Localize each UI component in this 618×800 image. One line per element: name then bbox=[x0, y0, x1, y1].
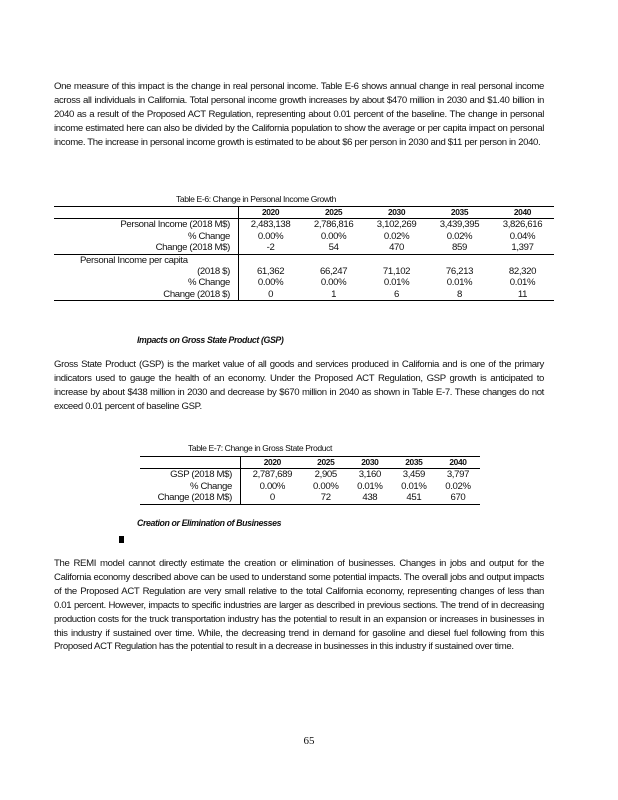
table-e7-year-2030: 2030 bbox=[348, 457, 392, 469]
table-e6 bbox=[54, 206, 554, 301]
table-cell: 0.02% bbox=[445, 480, 471, 492]
table-cell: 66,247 bbox=[319, 266, 348, 278]
table-cell: 76,213 bbox=[445, 266, 474, 278]
table-cell: 2,787,689 bbox=[241, 469, 304, 481]
table-cell: 0.01% bbox=[446, 277, 473, 289]
table-cell: 0.00% bbox=[320, 277, 347, 289]
table-cell: 0 bbox=[241, 492, 304, 504]
table-row bbox=[54, 289, 554, 301]
paragraph-gsp: Gross State Product (GSP) is the market value of all goods and services produced in California and is one of the primary indicators used to gauge the health of an economy. Under the Proposed ACT Regulation, GSP growth is anticipated to increase by about $438 million in 2030 and decrease by $670 million in 2040 as shown in Table E-7. These changes do not exceed 0.01 percent of baseline GSP. bbox=[54, 359, 544, 412]
table-cell: 0 bbox=[239, 289, 303, 301]
table-e7-year-2035: 2035 bbox=[392, 457, 436, 469]
row-label: GSP (2018 M$) bbox=[170, 469, 232, 481]
table-cell: 0.00% bbox=[241, 481, 304, 492]
table-e6-year-2035: 2035 bbox=[428, 207, 491, 219]
table-e7-year-2025: 2025 bbox=[304, 457, 348, 469]
row-label: Change (2018 $) bbox=[54, 289, 239, 301]
table-e6-header-row bbox=[54, 207, 554, 219]
table-cell: 1,397 bbox=[491, 242, 554, 254]
table-cell: 8 bbox=[428, 289, 491, 301]
table-cell: 3,160 bbox=[358, 469, 381, 481]
heading-gsp: Impacts on Gross State Product (GSP) bbox=[137, 335, 284, 345]
table-e6-year-2030: 2030 bbox=[365, 207, 428, 219]
table-row bbox=[140, 469, 480, 481]
table-cell: 0.00% bbox=[320, 230, 347, 242]
page-number: 65 bbox=[303, 735, 315, 747]
table-cell: 0.00% bbox=[239, 231, 303, 242]
table-cell: 0.02% bbox=[383, 230, 410, 242]
table-cell: 82,320 bbox=[508, 266, 537, 278]
table-row bbox=[54, 266, 554, 277]
table-cell: 71,102 bbox=[382, 266, 411, 278]
table-cell: 72 bbox=[304, 492, 348, 504]
bullet-marker bbox=[119, 536, 124, 543]
table-row bbox=[54, 277, 554, 288]
table-cell: 3,826,616 bbox=[502, 219, 543, 231]
table-e6-year-2025: 2025 bbox=[302, 207, 365, 219]
table-e7-year-2020: 2020 bbox=[241, 457, 304, 469]
table-cell: 3,439,395 bbox=[439, 219, 480, 231]
table-cell: 0.00% bbox=[313, 480, 339, 492]
table-e7-caption: Table E-7: Change in Gross State Product bbox=[188, 443, 333, 453]
table-cell: 3,459 bbox=[402, 469, 425, 481]
table-cell: 451 bbox=[392, 492, 436, 504]
table-cell: 3,797 bbox=[446, 469, 470, 481]
table-cell: 670 bbox=[436, 492, 480, 504]
table-e7-year-2040: 2040 bbox=[436, 457, 480, 469]
table-cell: 0.02% bbox=[446, 230, 473, 242]
table-cell: 3,102,269 bbox=[376, 219, 417, 231]
table-e6-caption: Table E-6: Change in Personal Income Growth bbox=[176, 194, 337, 204]
table-row bbox=[54, 242, 554, 254]
paragraph-business: The REMI model cannot directly estimate the creation or elimination of businesses. Changes in jobs and output for the California economy described above can be used to understand some potential impacts. The overall jobs and output impacts of the Proposed ACT Regulation are very small relative to the total California economy, representing changes of less than 0.01 percent. However, impacts to specific industries are larger as described in previous sections. The trend of in decreasing production costs for the truck transportation industry has the potential to result in an expansion or increases in businesses in this industry if sustained over time. While, the decreasing trend in demand for gasoline and diesel fuel following from this Proposed ACT Regulation has the potential to result in a decrease in businesses in this industry if sustained over time. bbox=[54, 558, 544, 653]
row-label: Personal Income per capita bbox=[80, 254, 188, 266]
row-label: % Change bbox=[189, 480, 232, 492]
table-e7-header-row bbox=[140, 457, 480, 469]
heading-business: Creation or Elimination of Businesses bbox=[137, 518, 282, 528]
table-cell: 0.01% bbox=[509, 277, 536, 289]
table-cell: 6 bbox=[365, 289, 428, 301]
table-e7 bbox=[140, 456, 480, 505]
table-cell: 2,905 bbox=[314, 469, 337, 481]
paragraph-personal-income: One measure of this impact is the change in real personal income. Table E-6 shows annual change in real personal income across all individuals in California. Total personal income growth increases by about $470 million in 2030 and $1.40 billion in 2040 as a result of the Proposed ACT Regulation, representing about 0.01 percent of the baseline. The change in personal income estimated here can also be divided by the California population to show the average or per capita impact on personal income. The increase in personal income growth is estimated to be about $6 per person in 2030 and $11 per person in 2040. bbox=[54, 81, 544, 148]
table-row bbox=[140, 481, 480, 492]
table-cell: 1 bbox=[302, 289, 365, 301]
table-cell: 0.01% bbox=[383, 277, 410, 289]
table-cell: 0.01% bbox=[401, 480, 427, 492]
row-label: % Change bbox=[187, 277, 230, 289]
table-cell: 2,786,816 bbox=[313, 219, 354, 231]
table-cell: 11 bbox=[491, 289, 554, 301]
row-label: Change (2018 M$) bbox=[54, 242, 239, 254]
row-label: Personal Income (2018 M$) bbox=[120, 219, 230, 231]
table-cell: 2,483,138 bbox=[239, 219, 303, 231]
table-cell: -2 bbox=[239, 242, 303, 254]
table-cell: 470 bbox=[365, 242, 428, 254]
table-cell: 0.04% bbox=[509, 230, 536, 242]
table-e6-year-2020: 2020 bbox=[239, 207, 303, 219]
row-label: % Change bbox=[187, 230, 230, 242]
table-cell: 54 bbox=[302, 242, 365, 254]
table-cell: 61,362 bbox=[239, 266, 303, 277]
table-row bbox=[54, 254, 554, 266]
row-label: Change (2018 M$) bbox=[140, 492, 241, 504]
table-row bbox=[54, 231, 554, 242]
table-cell: 859 bbox=[428, 242, 491, 254]
table-e6-year-2040: 2040 bbox=[491, 207, 554, 219]
table-cell: 0.00% bbox=[239, 277, 303, 288]
table-row bbox=[54, 219, 554, 231]
table-row bbox=[140, 492, 480, 504]
table-cell: 438 bbox=[348, 492, 392, 504]
row-label: (2018 $) bbox=[197, 266, 230, 278]
table-cell: 0.01% bbox=[357, 480, 383, 492]
